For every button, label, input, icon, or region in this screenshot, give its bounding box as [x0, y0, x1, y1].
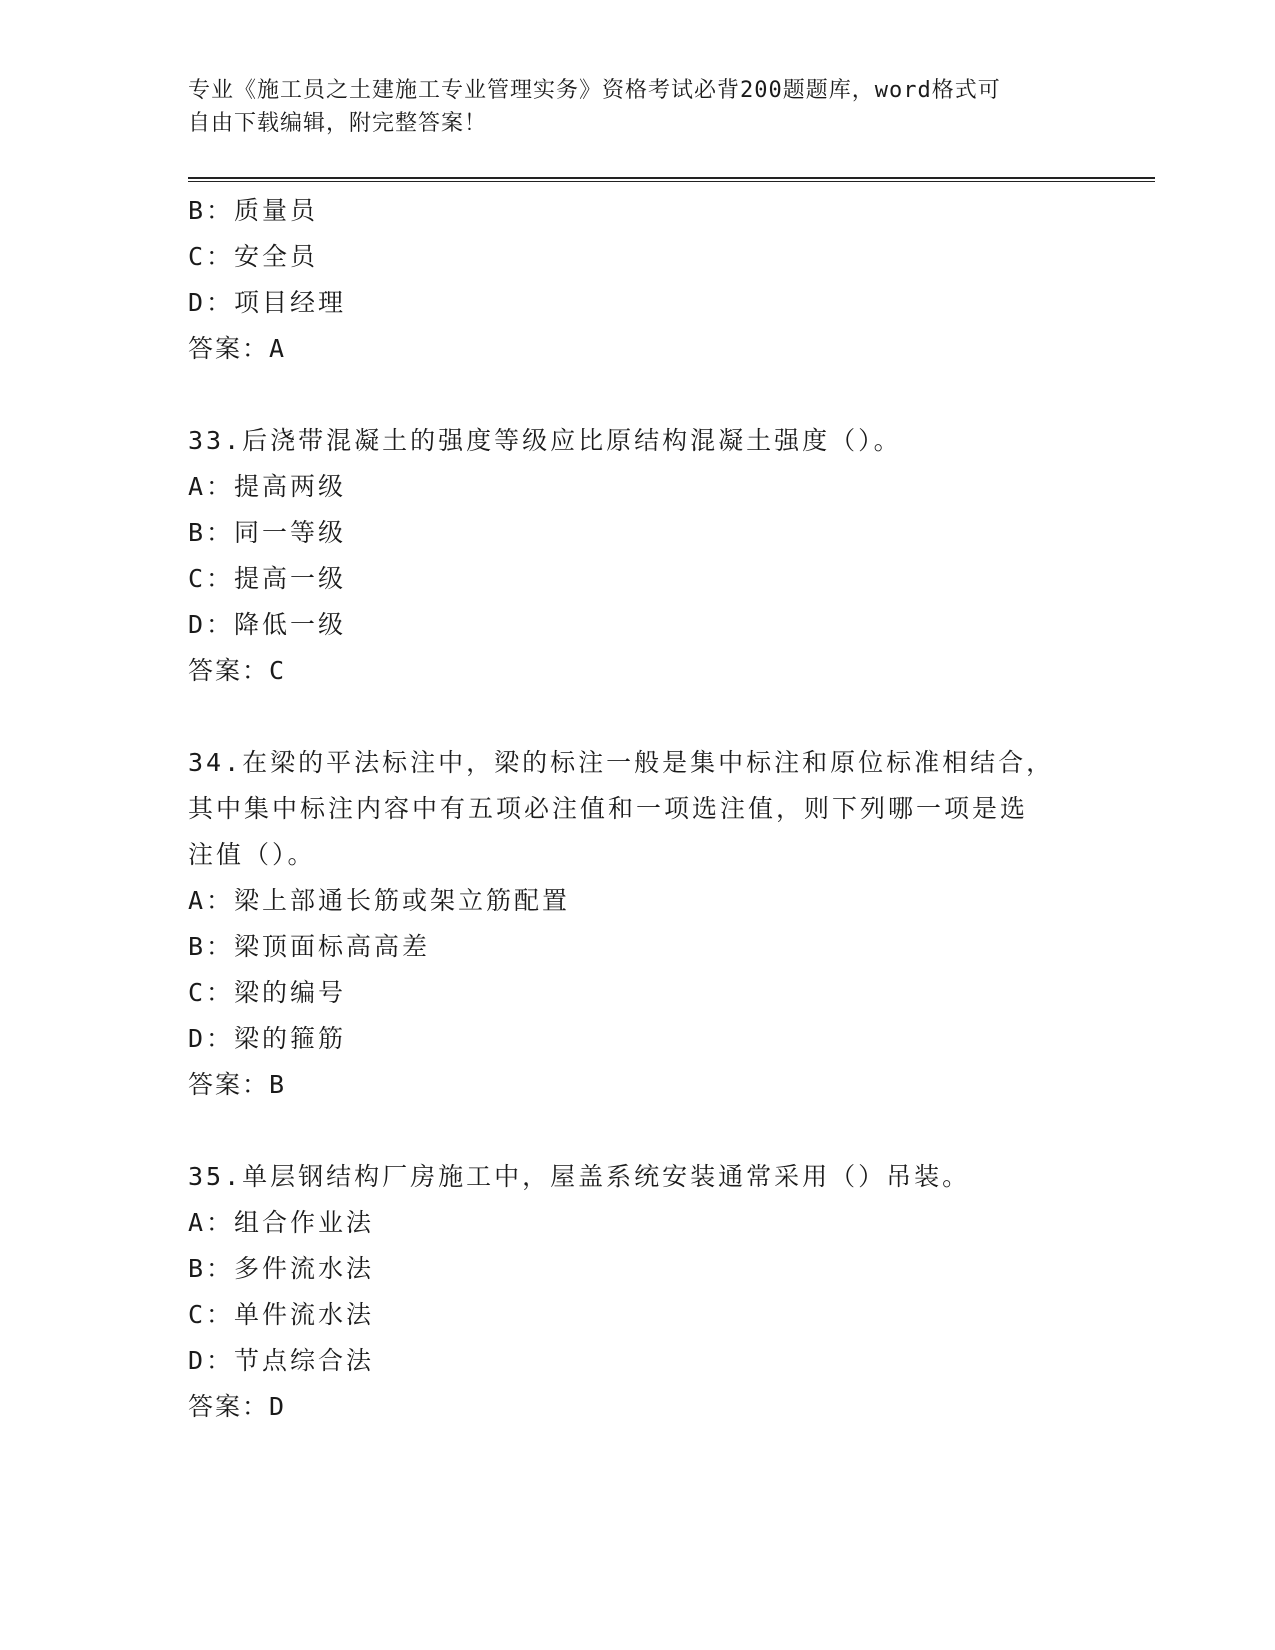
question-list [188, 188, 1088, 1430]
option-b: B：多件流水法 [188, 1254, 375, 1283]
stem-line: 33.后浇带混凝土的强度等级应比原结构混凝土强度（）。 [188, 426, 902, 455]
option-c: C：梁的编号 [188, 978, 347, 1007]
option-b: B：同一等级 [188, 518, 347, 547]
header-divider [188, 177, 1155, 182]
stem-line: 34.在梁的平法标注中，梁的标注一般是集中标注和原位标准相结合， [188, 748, 1055, 777]
answer: 答案：A [188, 334, 287, 363]
option-d: D：梁的箍筋 [188, 1024, 347, 1053]
spacer [188, 1108, 1088, 1154]
stem-line: 其中集中标注内容中有五项必注值和一项选注值，则下列哪一项是选 [188, 794, 1029, 823]
option-a: A：组合作业法 [188, 1208, 375, 1237]
option-c: C：提高一级 [188, 564, 347, 593]
spacer [188, 372, 1088, 418]
answer: 答案：B [188, 1070, 287, 1099]
stem-line: 注值（）。 [188, 840, 316, 869]
header-line-2: 自由下载编辑，附完整答案！ [188, 111, 488, 136]
question-33 [188, 418, 1088, 694]
question-stem [188, 418, 1088, 464]
spacer [188, 694, 1088, 740]
question-stem [188, 1154, 1088, 1200]
page-header [188, 74, 1068, 140]
option-a: A：梁上部通长筋或架立筋配置 [188, 886, 571, 915]
option-d: D：节点综合法 [188, 1346, 375, 1375]
option-a: A：提高两级 [188, 472, 347, 501]
question-34 [188, 740, 1088, 1108]
option-b: B：梁顶面标高高差 [188, 932, 431, 961]
option-c: C：安全员 [188, 242, 319, 271]
question-32-continued [188, 188, 1088, 372]
stem-line: 35.单层钢结构厂房施工中，屋盖系统安装通常采用（）吊装。 [188, 1162, 971, 1191]
option-c: C：单件流水法 [188, 1300, 375, 1329]
question-stem [188, 740, 1088, 878]
option-d: D：降低一级 [188, 610, 347, 639]
header-line-1: 专业《施工员之土建施工专业管理实务》资格考试必背200题题库，word格式可 [188, 78, 1001, 103]
question-35 [188, 1154, 1088, 1430]
answer: 答案：C [188, 656, 287, 685]
answer: 答案：D [188, 1392, 287, 1421]
option-d: D：项目经理 [188, 288, 347, 317]
option-b: B：质量员 [188, 196, 319, 225]
